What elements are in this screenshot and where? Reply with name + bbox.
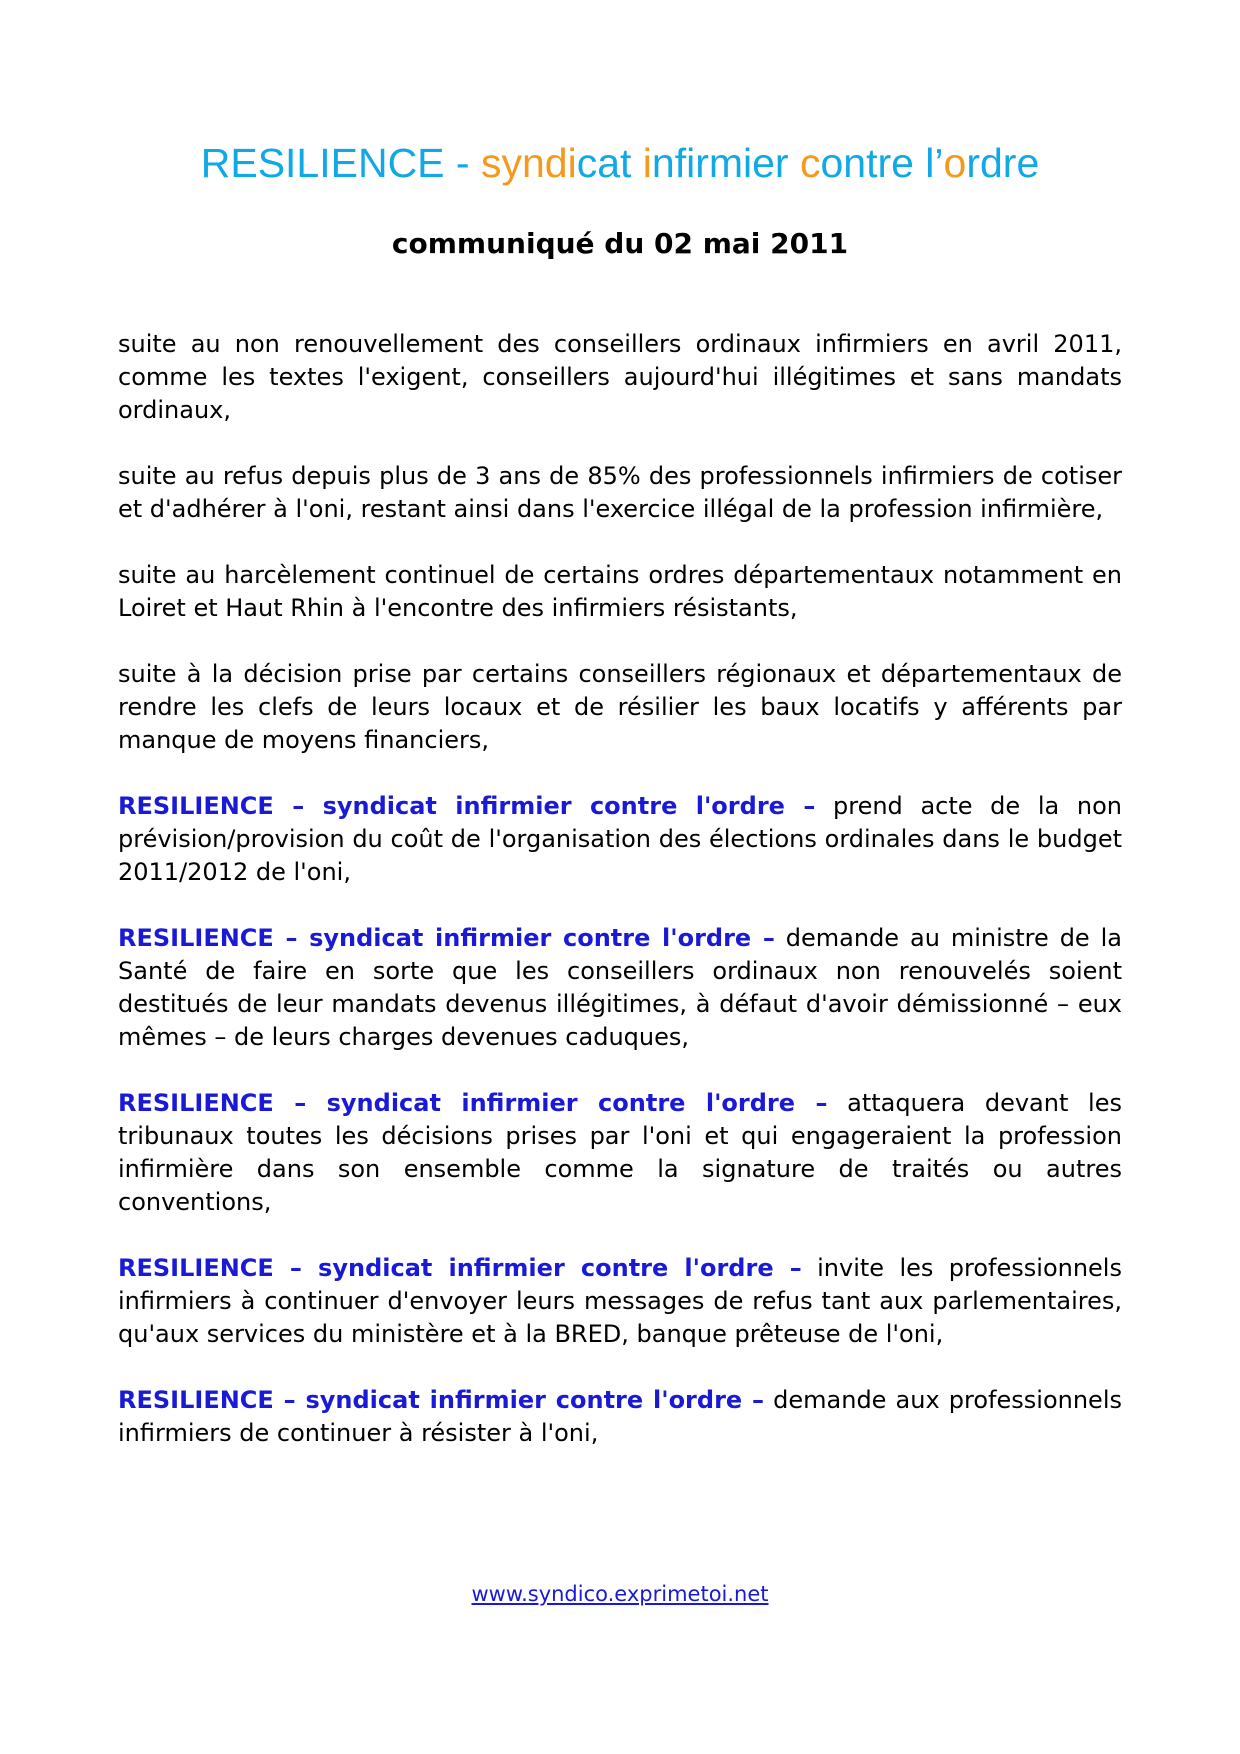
title-segment: i — [642, 140, 652, 186]
document-title — [0, 138, 1240, 188]
footer — [0, 1580, 1240, 1608]
title-segment: nfirmier — [651, 140, 800, 186]
paragraph-text: suite au non renouvellement des conseillers ordinaux infirmiers en avril 2011, comme les textes l'exigent, conseillers aujourd'hui illégitimes et sans mandats ordinaux, — [118, 330, 1122, 424]
paragraph-text: demande au ministre de la Santé de faire en sorte que les conseillers ordinaux non renouvelés soient destitués de leur mandats devenus illégitimes, à défaut d'avoir démissionné – eux mêmes – de leurs charges devenues caduques, — [118, 924, 1122, 1051]
title-segment: ontre l’ — [820, 140, 944, 186]
paragraph — [118, 1087, 1122, 1219]
paragraph — [118, 1252, 1122, 1351]
paragraph-lead: RESILIENCE – syndicat infirmier contre l'ordre – — [118, 1386, 765, 1414]
website-link[interactable]: www.syndico.exprimetoi.net — [471, 1582, 769, 1606]
title-segment: rdre — [966, 140, 1040, 186]
paragraph — [118, 922, 1122, 1054]
paragraph-text: suite au refus depuis plus de 3 ans de 85% des professionnels infirmiers de cotiser et d'adhérer à l'oni, restant ainsi dans l'exercice illégal de la profession infirmière, — [118, 462, 1122, 523]
paragraph-text: suite à la décision prise par certains conseillers régionaux et départementaux de rendre les clefs de leurs locaux et de résilier les baux locatifs y afférents par manque de moyens financiers, — [118, 660, 1122, 754]
title-segment: cat — [576, 140, 643, 186]
document-subtitle: communiqué du 02 mai 2011 — [391, 227, 849, 260]
paragraph — [118, 658, 1122, 757]
title-segment: c — [799, 140, 821, 186]
paragraph-text: attaquera devant les tribunaux toutes les décisions prises par l'oni et qui engageraient la profession infirmière dans son ensemble comme la signature de traités ou autres conventions, — [118, 1089, 1122, 1216]
paragraph — [118, 460, 1122, 526]
title-segment: syndi — [480, 140, 577, 186]
paragraph-text: demande aux professionnels infirmiers de continuer à résister à l'oni, — [118, 1386, 1122, 1447]
paragraph-lead: RESILIENCE – syndicat infirmier contre l'ordre – — [118, 1089, 828, 1117]
paragraph — [118, 559, 1122, 625]
document-body — [118, 328, 1122, 1483]
title-segment: RESILIENCE - — [200, 140, 481, 186]
paragraph-lead: RESILIENCE – syndicat infirmier contre l'ordre – — [118, 792, 816, 820]
paragraph-lead: RESILIENCE – syndicat infirmier contre l'ordre – — [118, 1254, 802, 1282]
paragraph-text: suite au harcèlement continuel de certains ordres départementaux notamment en Loiret et Haut Rhin à l'encontre des infirmiers résistants, — [118, 561, 1122, 622]
paragraph — [118, 328, 1122, 427]
paragraph-lead: RESILIENCE – syndicat infirmier contre l'ordre – — [118, 924, 775, 952]
paragraph-text: invite les professionnels infirmiers à continuer d'envoyer leurs messages de refus tant aux parlementaires, qu'aux services du ministère et à la BRED, banque prêteuse de l'oni, — [118, 1254, 1122, 1348]
paragraph — [118, 790, 1122, 889]
paragraph — [118, 1384, 1122, 1450]
title-segment: o — [943, 140, 967, 186]
paragraph-text: prend acte de la non prévision/provision du coût de l'organisation des élections ordinales dans le budget 2011/2012 de l'oni, — [118, 792, 1122, 886]
